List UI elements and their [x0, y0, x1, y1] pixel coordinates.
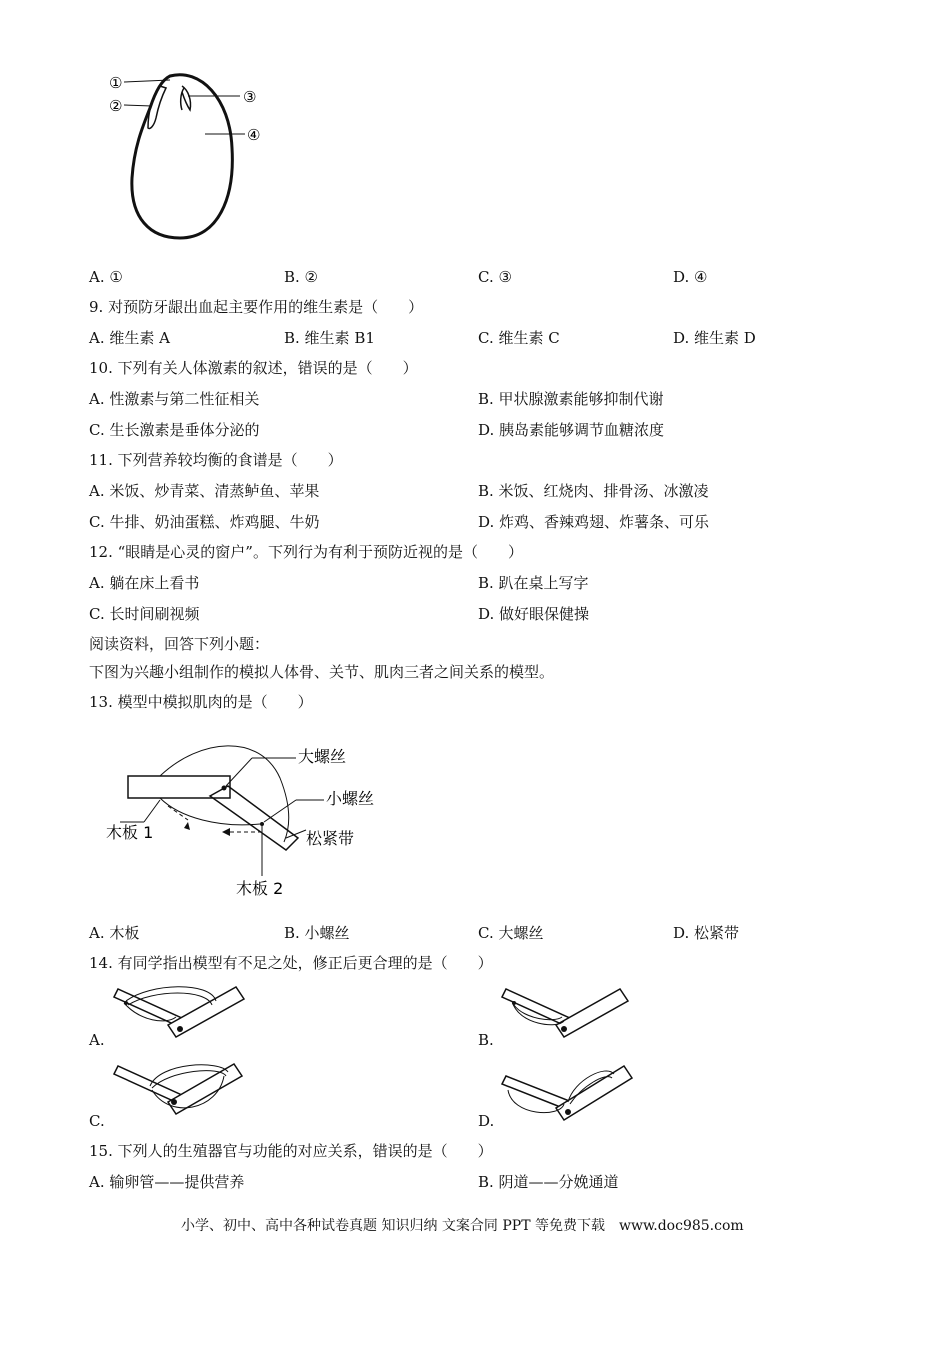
q10-stem: 10. 下列有关人体激素的叙述，错误的是（ ） [89, 359, 418, 377]
q13-option-c: C. 大螺丝 [478, 924, 544, 942]
q13-option-a: A. 木板 [89, 924, 140, 942]
embryo-radicle [148, 86, 166, 129]
q14-option-b-figure [498, 985, 638, 1045]
q10-option-b: B. 甲状腺激素能够抑制代谢 [478, 390, 664, 408]
q10-option-c: C. 生长激素是垂体分泌的 [89, 421, 260, 439]
q14-option-d-figure [498, 1062, 638, 1122]
label-small-screw: 小螺丝 [326, 789, 375, 808]
seed-label-2: ② [109, 97, 123, 115]
q13-option-d: D. 松紧带 [673, 924, 740, 942]
q14-stem: 14. 有同学指出模型有不足之处，修正后更合理的是（ ） [89, 954, 493, 972]
reading-intro: 阅读资料，回答下列小题： [89, 635, 270, 653]
label-board-1: 木板 1 [106, 823, 154, 842]
bone-joint-muscle-model-figure [100, 738, 400, 903]
label-strap: 松紧带 [306, 829, 355, 848]
seed-coat-outline [132, 75, 232, 238]
q15-stem: 15. 下列人的生殖器官与功能的对应关系，错误的是（ ） [89, 1142, 493, 1160]
q13-stem: 13. 模型中模拟肌肉的是（ ） [89, 693, 313, 711]
q8-option-b: B. ② [284, 268, 319, 286]
q14-option-c-figure [110, 1062, 250, 1122]
q15-option-b: B. 阴道——分娩通道 [478, 1173, 619, 1191]
q14-option-d-label: D. [478, 1112, 495, 1130]
q11-option-a: A. 米饭、炒青菜、清蒸鲈鱼、苹果 [89, 482, 320, 500]
embryo-plumule [181, 86, 191, 110]
page-footer: 小学、初中、高中各种试卷真题 知识归纳 文案合同 PPT 等免费下载 www.doc985.com [181, 1218, 744, 1234]
label-big-screw: 大螺丝 [298, 747, 347, 766]
small-screw [260, 822, 264, 826]
q8-option-a: A. ① [89, 268, 123, 286]
q12-option-a: A. 躺在床上看书 [89, 574, 200, 592]
board-1 [128, 776, 230, 798]
q11-option-c: C. 牛排、奶油蛋糕、炸鸡腿、牛奶 [89, 513, 320, 531]
label-board-2: 木板 2 [236, 879, 284, 898]
q9-option-c: C. 维生素 C [478, 329, 560, 347]
q9-option-a: A. 维生素 A [89, 329, 170, 347]
q12-stem: 12. “眼睛是心灵的窗户”。下列行为有利于预防近视的是（ ） [89, 543, 523, 561]
q10-option-d: D. 胰岛素能够调节血糖浓度 [478, 421, 665, 439]
q15-option-a: A. 输卵管——提供营养 [89, 1173, 245, 1191]
bean-seed-figure [100, 68, 280, 248]
q9-option-b: B. 维生素 B1 [284, 329, 375, 347]
seed-label-1: ① [109, 74, 123, 92]
q14-option-b-label: B. [478, 1031, 494, 1049]
q13-option-b: B. 小螺丝 [284, 924, 350, 942]
q10-option-a: A. 性激素与第二性征相关 [89, 390, 260, 408]
q9-stem: 9. 对预防牙龈出血起主要作用的维生素是（ ） [89, 298, 424, 316]
q11-option-d: D. 炸鸡、香辣鸡翅、炸薯条、可乐 [478, 513, 710, 531]
q11-stem: 11. 下列营养较均衡的食谱是（ ） [89, 451, 343, 469]
q9-option-d: D. 维生素 D [673, 329, 756, 347]
q12-option-d: D. 做好眼保健操 [478, 605, 590, 623]
reading-text: 下图为兴趣小组制作的模拟人体骨、关节、肌肉三者之间关系的模型。 [89, 663, 555, 681]
q14-option-a-figure [110, 985, 250, 1045]
big-screw [222, 786, 227, 791]
q12-option-c: C. 长时间刷视频 [89, 605, 200, 623]
q14-option-c-label: C. [89, 1112, 105, 1130]
q12-option-b: B. 趴在桌上写字 [478, 574, 589, 592]
q11-option-b: B. 米饭、红烧肉、排骨汤、冰激凌 [478, 482, 709, 500]
q8-option-d: D. ④ [673, 268, 708, 286]
q14-option-a-label: A. [89, 1031, 105, 1049]
seed-label-4: ④ [247, 126, 261, 144]
seed-label-3: ③ [243, 88, 257, 106]
q8-option-c: C. ③ [478, 268, 512, 286]
